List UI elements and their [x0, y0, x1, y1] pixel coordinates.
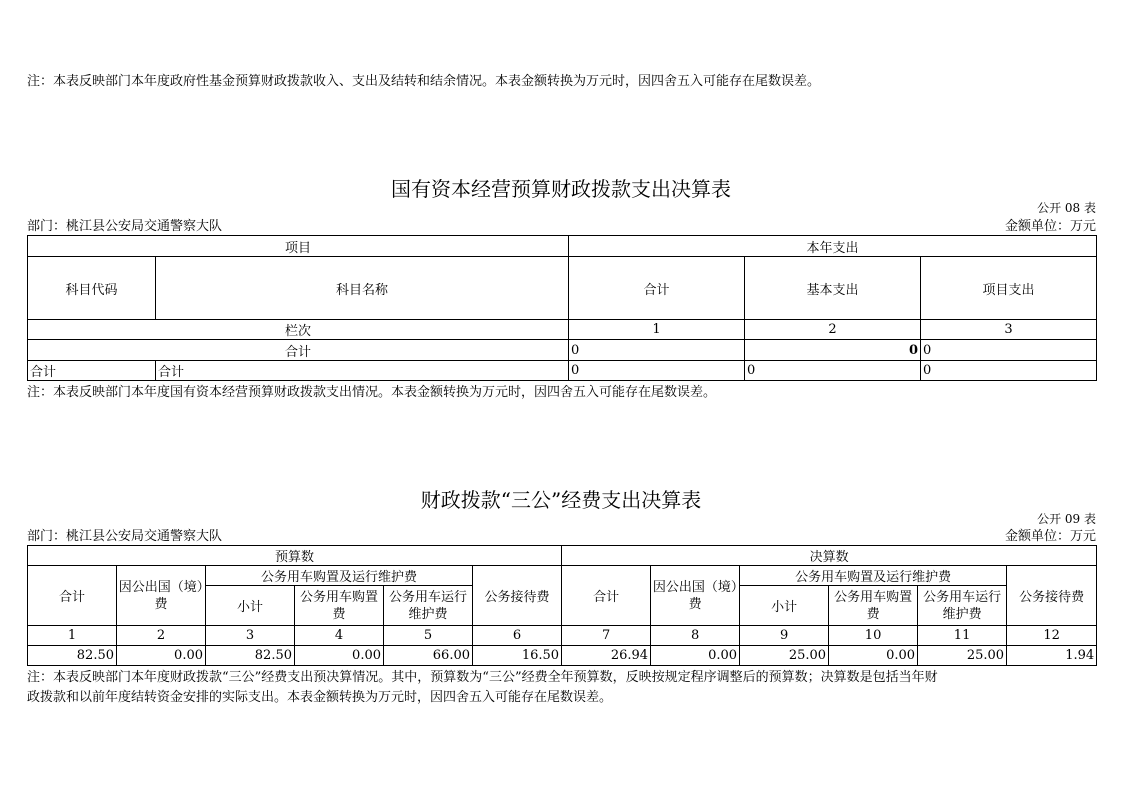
value-cell: 16.50: [473, 646, 562, 666]
header-budget-abroad: 因公出国（境）费: [117, 566, 206, 626]
value-cell: 0.00: [829, 646, 918, 666]
value-cell: 26.94: [562, 646, 651, 666]
table09-title: 财政拨款“三公”经费支出决算表: [420, 488, 702, 512]
column-number: 3: [206, 626, 295, 646]
data-cell: 0: [745, 361, 921, 381]
table09-note-line1: 注：本表反映部门本年度财政拨款“三公”经费支出预决算情况。其中，预算数为“三公”经费全年预算数，反映按规定程序调整后的预算数；决算数是包括当年财: [27, 670, 938, 685]
value-cell: 25.00: [740, 646, 829, 666]
value-cell: 1.94: [1007, 646, 1097, 666]
table09-note-line2: 政拨款和以前年度结转资金安排的实际支出。本表金额转换为万元时，因四舍五入可能存在尾数误差。: [27, 690, 613, 705]
header-budget-subtotal: 小计: [206, 586, 295, 626]
table09: [27, 545, 1097, 666]
column-number: 11: [918, 626, 1007, 646]
total-cell: 0: [569, 340, 745, 361]
value-cell: 66.00: [384, 646, 473, 666]
value-cell: 0.00: [117, 646, 206, 666]
table09-unit: 金额单位：万元: [1004, 529, 1096, 544]
header-item: 项目: [28, 236, 569, 257]
header-final-vehicle-operation: 公务用车运行维护费: [918, 586, 1007, 626]
table08-title: 国有资本经营预算财政拨款支出决算表: [391, 177, 731, 201]
column-number: 1: [28, 626, 117, 646]
column-number: 4: [295, 626, 384, 646]
value-cell: 25.00: [918, 646, 1007, 666]
value-cell: 0.00: [651, 646, 740, 666]
column-number: 2: [117, 626, 206, 646]
value-cell: 0.00: [295, 646, 384, 666]
header-final-reception: 公务接待费: [1007, 566, 1097, 626]
column-number: 8: [651, 626, 740, 646]
header-budget-total: 合计: [28, 566, 117, 626]
column-number: 12: [1007, 626, 1097, 646]
column-number: 9: [740, 626, 829, 646]
value-cell: 82.50: [206, 646, 295, 666]
top-note: 注：本表反映部门本年度政府性基金预算财政拨款收入、支出及结转和结余情况。本表金额转换为万元时，因四舍五入可能存在尾数误差。: [27, 74, 821, 89]
total-row-label: 合计: [28, 340, 569, 361]
table08-dept: 部门：桃江县公安局交通警察大队: [27, 219, 223, 234]
header-final-subtotal: 小计: [740, 586, 829, 626]
column-number: 5: [384, 626, 473, 646]
header-total: 合计: [569, 257, 745, 320]
column-number: 7: [562, 626, 651, 646]
header-final-vehicle-purchase: 公务用车购置费: [829, 586, 918, 626]
header-budget-vehicle: 公务用车购置及运行维护费: [206, 566, 473, 586]
header-final-abroad: 因公出国（境）费: [651, 566, 740, 626]
column-number: 3: [921, 320, 1097, 340]
column-number: 10: [829, 626, 918, 646]
header-subject-name: 科目名称: [156, 257, 569, 320]
data-cell: 0: [921, 361, 1097, 381]
value-cell: 82.50: [28, 646, 117, 666]
table08-code: 公开 08 表: [1037, 201, 1096, 215]
header-budget-reception: 公务接待费: [473, 566, 562, 626]
table09-dept: 部门：桃江县公安局交通警察大队: [27, 529, 223, 544]
data-cell: 0: [569, 361, 745, 381]
table08-note: 注：本表反映部门本年度国有资本经营预算财政拨款支出情况。本表金额转换为万元时，因四舍五入可能存在尾数误差。: [27, 385, 717, 400]
header-current-year: 本年支出: [569, 236, 1097, 257]
header-budget: 预算数: [28, 546, 562, 566]
header-final-total: 合计: [562, 566, 651, 626]
data-row-name: 合计: [156, 361, 569, 381]
header-basic: 基本支出: [745, 257, 921, 320]
column-row-label: 栏次: [28, 320, 569, 340]
data-row-code: 合计: [28, 361, 156, 381]
column-number: 2: [745, 320, 921, 340]
header-final-vehicle: 公务用车购置及运行维护费: [740, 566, 1007, 586]
header-project: 项目支出: [921, 257, 1097, 320]
column-number: 6: [473, 626, 562, 646]
header-budget-vehicle-purchase: 公务用车购置费: [295, 586, 384, 626]
header-final: 决算数: [562, 546, 1097, 566]
table08: [27, 235, 1097, 381]
total-basic-cell: 0: [745, 340, 921, 361]
total-project-cell: 0: [921, 340, 1097, 361]
table08-unit: 金额单位：万元: [1004, 219, 1096, 234]
column-number: 1: [569, 320, 745, 340]
header-subject-code: 科目代码: [28, 257, 156, 320]
table09-code: 公开 09 表: [1037, 512, 1096, 526]
header-budget-vehicle-operation: 公务用车运行维护费: [384, 586, 473, 626]
